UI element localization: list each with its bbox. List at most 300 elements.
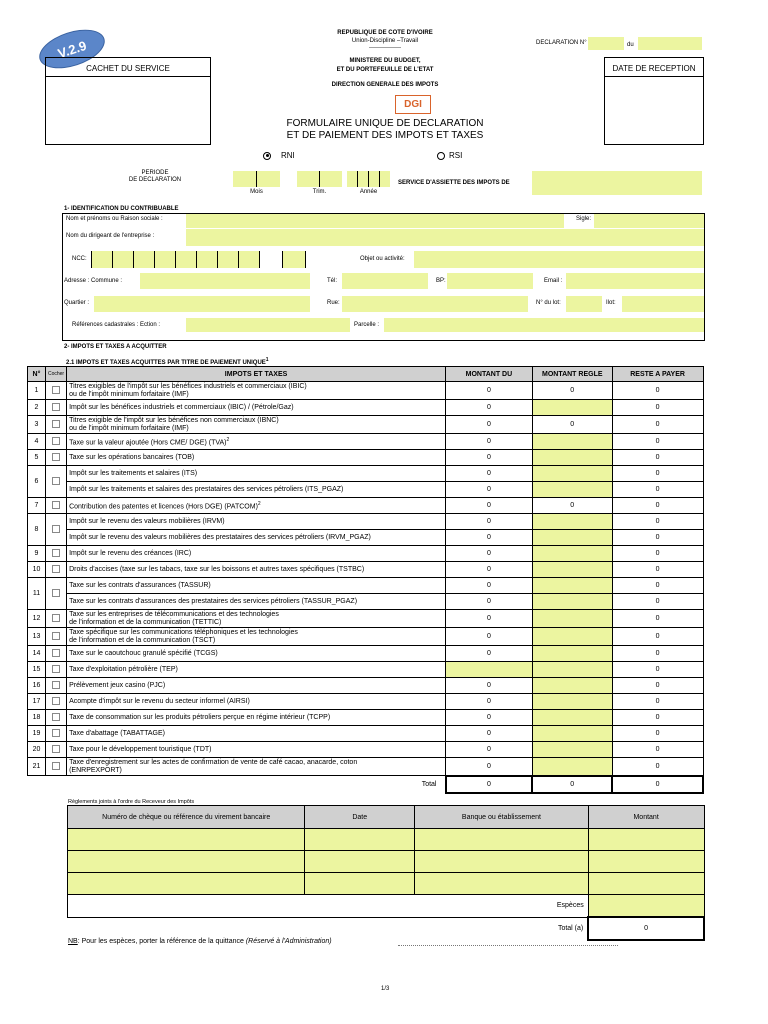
service-assiette-label: SERVICE D'ASSIETTE DES IMPOTS DE	[398, 180, 510, 186]
tax-label-line: Prélèvement jeux casino (PJC)	[69, 681, 166, 689]
montant-regle-cell[interactable]	[532, 758, 612, 776]
tax-label-line: Taxe sur les contrats d'assurances (TASSUR)	[69, 581, 211, 589]
reste-cell: 0	[612, 400, 703, 416]
ilot-label: Ilot:	[606, 300, 616, 306]
tax-label-line: Taxe d'enregistrement sur les actes de confirmation de vente de café cacao, anacarde, coton	[69, 758, 358, 766]
radio-rni-label: RNI	[281, 151, 295, 160]
row-number: 1	[28, 382, 46, 400]
checkbox-icon[interactable]	[52, 420, 60, 428]
ncc-digit-6[interactable]	[197, 251, 218, 268]
checkbox-cell[interactable]	[45, 514, 66, 546]
montant-du-cell[interactable]	[446, 662, 533, 678]
checkbox-icon[interactable]	[52, 589, 60, 597]
row-number: 19	[28, 726, 46, 742]
especes-row	[68, 895, 705, 918]
checkbox-icon[interactable]	[52, 649, 60, 657]
col-montant-regle: MONTANT REGLE	[532, 367, 612, 382]
du-label: du	[627, 42, 634, 48]
tax-label-cell	[67, 628, 446, 646]
tax-label-line: Acompte d'impôt sur le revenu du secteur informel (AIRSI)	[69, 697, 250, 705]
payment-table	[67, 805, 705, 941]
reglements-caption: Règlements joints à l'ordre du Receveur des Impôts	[68, 799, 195, 805]
montant-regle-cell[interactable]	[532, 546, 612, 562]
republic-title: REPUBLIQUE DE COTE D'IVOIRE	[337, 30, 433, 36]
checkbox-icon[interactable]	[52, 729, 60, 737]
motto: Union-Discipline –Travail	[351, 38, 419, 44]
impots-title: 2- IMPOTS ET TAXES A ACQUITTER	[64, 344, 167, 350]
montant-du-cell: 0	[446, 610, 533, 628]
checkbox-cell[interactable]	[45, 694, 66, 710]
cheque-cell[interactable]	[68, 829, 305, 851]
tax-label-line: Contribution des patentes et licences (Hors DGE) (PATCOM)$^2$	[69, 500, 261, 511]
version-label: V.2.9	[55, 37, 89, 61]
tax-label-line: de l'information et de la communication (TETTIC)	[69, 618, 222, 626]
especes-label: Espèces	[68, 895, 589, 918]
tax-row	[28, 466, 704, 482]
checkbox-cell[interactable]	[45, 646, 66, 662]
col-cocher: Cocher	[45, 367, 66, 382]
tax-label-line: Taxe spécifique sur les communications téléphoniques et les technologies	[69, 628, 298, 636]
parcelle-label: Parcelle :	[354, 322, 380, 328]
date-cell[interactable]	[305, 829, 415, 851]
montant-du-cell: 0	[446, 514, 533, 530]
row-number: 9	[28, 546, 46, 562]
form-title-1: FORMULAIRE UNIQUE DE DECLARATION	[286, 118, 484, 129]
trim-digit-1[interactable]	[297, 171, 320, 187]
mois-fields	[233, 171, 280, 187]
ilot-field[interactable]	[622, 296, 704, 312]
objet-label: Objet ou activité:	[360, 256, 405, 262]
nb-dotted-line[interactable]	[398, 945, 618, 946]
montant-du-cell: 0	[446, 546, 533, 562]
montant-du-cell: 0	[446, 498, 533, 514]
tax-row	[28, 416, 704, 434]
montant-du-cell: 0	[446, 742, 533, 758]
row-number: 10	[28, 562, 46, 578]
email-field[interactable]	[566, 273, 704, 289]
tax-table-header	[28, 367, 704, 382]
nom-label: Nom et prénoms ou Raison sociale :	[66, 216, 163, 222]
checkbox-icon[interactable]	[52, 525, 60, 533]
impots-subtitle-sup: 1	[265, 357, 269, 363]
radio-rsi[interactable]	[437, 151, 462, 160]
montant-regle-cell[interactable]	[532, 662, 612, 678]
row-number: 6	[28, 466, 46, 498]
tax-label-cell	[67, 546, 446, 562]
checkbox-icon[interactable]	[52, 386, 60, 394]
montant-du-cell: 0	[446, 416, 533, 434]
montant-regle-cell[interactable]	[532, 742, 612, 758]
montant-regle-cell: 0	[532, 416, 612, 434]
tax-label-line: Taxe d'abattage (TABATTAGE)	[69, 729, 165, 737]
tax-label-cell	[67, 530, 446, 546]
row-number: 2	[28, 400, 46, 416]
tax-label-line: Taxe sur les opérations bancaires (TOB)	[69, 453, 195, 461]
tel-field[interactable]	[342, 273, 428, 289]
ministry-line-1: MINISTERE DU BUDGET,	[349, 58, 421, 64]
col-reste: RESTE A PAYER	[612, 367, 703, 382]
checkbox-cell[interactable]	[45, 710, 66, 726]
montant-du-cell: 0	[446, 628, 533, 646]
reste-cell: 0	[612, 726, 703, 742]
motto-separator: ----------------	[369, 45, 401, 51]
tax-label-cell	[67, 726, 446, 742]
commune-field[interactable]	[140, 273, 310, 289]
tax-row	[28, 694, 704, 710]
sigle-field[interactable]	[594, 214, 704, 228]
tax-row	[28, 578, 704, 594]
cachet-box	[45, 57, 211, 145]
col-no: N°	[28, 367, 46, 382]
montant-du-cell: 0	[446, 466, 533, 482]
ncc-digit-2[interactable]	[113, 251, 134, 268]
row-number: 13	[28, 628, 46, 646]
tax-total-row	[28, 776, 704, 794]
montant-du-cell: 0	[446, 530, 533, 546]
tax-label-cell	[67, 578, 446, 594]
montant-du-cell: 0	[446, 710, 533, 726]
checkbox-cell[interactable]	[45, 498, 66, 514]
lot-field[interactable]	[566, 296, 602, 312]
cheque-cell[interactable]	[68, 873, 305, 895]
checkbox-cell[interactable]	[45, 662, 66, 678]
impots-subtitle	[66, 357, 269, 366]
row-number: 4	[28, 434, 46, 450]
montant-regle-cell[interactable]	[532, 646, 612, 662]
bp-field[interactable]	[447, 273, 533, 289]
ncc-digit-5[interactable]	[176, 251, 197, 268]
tax-row	[28, 628, 704, 646]
cadastre-label: Références cadastrales : Ection :	[72, 322, 161, 328]
row-number: 8	[28, 514, 46, 546]
checkbox-icon[interactable]	[52, 713, 60, 721]
especes-field[interactable]	[588, 895, 704, 918]
checkbox-cell[interactable]	[45, 466, 66, 498]
tax-row	[28, 498, 704, 514]
declaration-no-label: DECLARATION N°	[536, 40, 587, 46]
trim-label: Trim.	[312, 189, 327, 195]
col-montant-du: MONTANT DU	[446, 367, 533, 382]
reste-cell: 0	[612, 530, 703, 546]
reste-cell: 0	[612, 514, 703, 530]
tax-label-line: Taxe d'exploitation pétrolière (TEP)	[69, 665, 178, 673]
radio-rsi-label: RSI	[449, 151, 463, 160]
montant-regle-cell[interactable]	[532, 434, 612, 450]
tax-label-line: Taxe sur les contrats d'assurances des prestataires des services pétroliers (TASSUR_PGAZ)	[69, 597, 358, 605]
tax-label-line: Titres exigible de l'impôt sur les bénéfices non commerciaux (IBNC)	[69, 416, 279, 424]
montant-regle-cell[interactable]	[532, 726, 612, 742]
checkbox-icon[interactable]	[52, 437, 60, 445]
mois-digit-2[interactable]	[257, 171, 280, 187]
tax-label-cell	[67, 710, 446, 726]
montant-du-cell: 0	[446, 434, 533, 450]
total-du: 0	[446, 776, 533, 794]
radio-rni[interactable]	[263, 151, 295, 160]
checkbox-icon[interactable]	[52, 477, 60, 485]
reception-label: DATE DE RECEPTION	[612, 64, 696, 73]
payment-row	[68, 851, 705, 873]
tax-label-line: Taxe sur le caoutchouc granulé spécifié (TCGS)	[69, 649, 218, 657]
tax-label-line: Taxe de consommation sur les produits pétroliers perçue en régime intérieur (TCPP)	[69, 713, 331, 721]
montant-du-cell: 0	[446, 758, 533, 776]
payment-total-label: Total (a)	[557, 925, 584, 933]
row-number: 17	[28, 694, 46, 710]
montant-regle-cell[interactable]	[532, 610, 612, 628]
tax-label-cell	[67, 466, 446, 482]
bp-label: BP:	[436, 278, 446, 284]
checkbox-icon[interactable]	[52, 665, 60, 673]
montant-du-cell: 0	[446, 382, 533, 400]
ncc-digit-8[interactable]	[239, 251, 260, 268]
ection-field[interactable]	[186, 318, 350, 332]
payment-total-value: 0	[588, 917, 704, 940]
checkbox-icon[interactable]	[52, 697, 60, 705]
tax-label-line: Impôt sur les traitements et salaires des prestataires des services pétroliers (ITS_PGAZ)	[69, 485, 344, 493]
quartier-field[interactable]	[94, 296, 310, 312]
reste-cell: 0	[612, 498, 703, 514]
checkbox-cell[interactable]	[45, 450, 66, 466]
checkbox-cell[interactable]	[45, 400, 66, 416]
col-impots: IMPOTS ET TAXES	[67, 367, 446, 382]
service-assiette-field[interactable]	[532, 171, 702, 195]
checkbox-icon[interactable]	[52, 565, 60, 573]
montant-du-cell: 0	[446, 726, 533, 742]
tax-label-cell	[67, 742, 446, 758]
row-number: 12	[28, 610, 46, 628]
checkbox-icon[interactable]	[52, 681, 60, 689]
reste-cell: 0	[612, 578, 703, 594]
tax-row	[28, 610, 704, 628]
payment-total-row	[68, 917, 705, 940]
col-banque: Banque ou établissement	[415, 806, 589, 829]
reste-cell: 0	[612, 610, 703, 628]
montant-regle-cell[interactable]	[532, 530, 612, 546]
reste-cell: 0	[612, 628, 703, 646]
montant-regle-cell: 0	[532, 382, 612, 400]
identification-title: 1- IDENTIFICATION DU CONTRIBUABLE	[64, 206, 179, 212]
tax-label-cell	[67, 594, 446, 610]
tel-label: Tél:	[327, 278, 338, 284]
tax-label-cell	[67, 646, 446, 662]
montant-regle-cell[interactable]	[532, 594, 612, 610]
row-number: 3	[28, 416, 46, 434]
checkbox-cell[interactable]	[45, 434, 66, 450]
montant-cell[interactable]	[588, 829, 704, 851]
declaration-no-field[interactable]	[588, 37, 624, 50]
montant-cell[interactable]	[588, 851, 704, 873]
checkbox-icon[interactable]	[52, 632, 60, 640]
parcelle-field[interactable]	[384, 318, 704, 332]
tax-label-cell	[67, 678, 446, 694]
date-cell[interactable]	[305, 873, 415, 895]
row-number: 15	[28, 662, 46, 678]
banque-cell[interactable]	[415, 873, 589, 895]
tax-label-cell	[67, 610, 446, 628]
nb-note	[68, 938, 332, 945]
reste-cell: 0	[612, 466, 703, 482]
reste-cell: 0	[612, 646, 703, 662]
tax-label-cell	[67, 758, 446, 776]
checkbox-cell[interactable]	[45, 578, 66, 610]
mois-digit-1[interactable]	[233, 171, 257, 187]
tax-row	[28, 530, 704, 546]
checkbox-cell[interactable]	[45, 628, 66, 646]
reste-cell: 0	[612, 758, 703, 776]
montant-regle-cell[interactable]	[532, 694, 612, 710]
tax-label-line: Taxe pour le développement touristique (TDT)	[69, 745, 212, 753]
reste-cell: 0	[612, 710, 703, 726]
checkbox-icon[interactable]	[52, 403, 60, 411]
ncc-digit-7[interactable]	[218, 251, 239, 268]
dgi-logo-text: DGI	[404, 99, 422, 110]
checkbox-cell[interactable]	[45, 678, 66, 694]
direction: DIRECTION GENERALE DES IMPOTS	[331, 82, 439, 88]
tax-label-line: Impôt sur le revenu des valeurs mobilières (IRVM)	[69, 517, 225, 525]
tax-row	[28, 514, 704, 530]
montant-du-cell: 0	[446, 694, 533, 710]
tax-label-line: Impôt sur le revenu des créances (IRC)	[69, 549, 192, 557]
ncc-digit-1[interactable]	[91, 251, 113, 268]
checkbox-cell[interactable]	[45, 758, 66, 776]
cheque-cell[interactable]	[68, 851, 305, 873]
checkbox-icon[interactable]	[52, 453, 60, 461]
tax-label-line: Titres exigibles de l'impôt sur les bénéfices industriels et commerciaux (IBIC)	[69, 382, 307, 390]
objet-field[interactable]	[414, 251, 704, 268]
montant-du-cell: 0	[446, 400, 533, 416]
reste-cell: 0	[612, 562, 703, 578]
tax-label-cell	[67, 382, 446, 400]
checkbox-icon[interactable]	[52, 549, 60, 557]
montant-cell[interactable]	[588, 873, 704, 895]
ncc-digit-3[interactable]	[134, 251, 155, 268]
montant-du-cell: 0	[446, 562, 533, 578]
col-montant: Montant	[588, 806, 704, 829]
trim-digit-2[interactable]	[320, 171, 342, 187]
nom-field[interactable]	[186, 214, 564, 228]
tax-row	[28, 434, 704, 450]
tax-label-cell	[67, 694, 446, 710]
sigle-label: Sigle:	[576, 216, 592, 222]
montant-du-cell: 0	[446, 678, 533, 694]
reste-cell: 0	[612, 482, 703, 498]
montant-regle-cell[interactable]	[532, 400, 612, 416]
checkbox-cell[interactable]	[45, 416, 66, 434]
impots-subtitle-text: 2.1 IMPOTS ET TAXES ACQUITTES PAR TITRE DE PAIEMENT UNIQUE	[66, 360, 266, 366]
payment-row	[68, 829, 705, 851]
dirigeant-field[interactable]	[186, 229, 704, 246]
lot-label: N° du lot:	[536, 300, 561, 306]
tax-row	[28, 482, 704, 498]
montant-regle-cell[interactable]	[532, 678, 612, 694]
checkbox-icon[interactable]	[52, 745, 60, 753]
annee-digit-2[interactable]	[358, 171, 369, 187]
rue-field[interactable]	[342, 296, 528, 312]
montant-regle-cell[interactable]	[532, 628, 612, 646]
checkbox-cell[interactable]	[45, 610, 66, 628]
tax-label-line: Taxe sur la valeur ajoutée (Hors CME/ DGE) (TVA)$^2$	[69, 436, 230, 447]
tax-label-line: (ENRPEXPORT)	[69, 766, 122, 774]
reste-cell: 0	[612, 594, 703, 610]
tax-row	[28, 758, 704, 776]
tax-label-line: de l'information et de la communication (TSCT)	[69, 636, 216, 644]
checkbox-cell[interactable]	[45, 382, 66, 400]
ncc-digit-4[interactable]	[155, 251, 176, 268]
tax-row	[28, 594, 704, 610]
tax-row	[28, 710, 704, 726]
checkbox-cell[interactable]	[45, 742, 66, 758]
checkbox-cell[interactable]	[45, 562, 66, 578]
row-number: 18	[28, 710, 46, 726]
mois-label: Mois	[250, 189, 263, 195]
row-number: 14	[28, 646, 46, 662]
annee-digit-4[interactable]	[380, 171, 390, 187]
tax-label-cell	[67, 498, 446, 514]
total-label: Total	[421, 781, 437, 788]
col-cheque: Numéro de chèque ou référence du virement bancaire	[68, 806, 305, 829]
ncc-fields	[91, 251, 260, 268]
reste-cell: 0	[612, 742, 703, 758]
rue-label: Rue:	[327, 300, 340, 306]
trim-fields	[297, 171, 342, 187]
montant-regle-cell: 0	[532, 498, 612, 514]
montant-du-cell: 0	[446, 646, 533, 662]
tax-label-line: Droits d'accises (taxe sur les tabacs, taxe sur les boissons et autres taxes spécifiques (TSTBC)	[69, 565, 365, 573]
checkbox-icon[interactable]	[52, 501, 60, 509]
annee-digit-3[interactable]	[369, 171, 380, 187]
total-reste: 0	[612, 776, 703, 794]
annee-digit-1[interactable]	[347, 171, 358, 187]
date-cell[interactable]	[305, 851, 415, 873]
quartier-label: Quartier :	[64, 300, 90, 306]
banque-cell[interactable]	[415, 829, 589, 851]
ministry-line-2: ET DU PORTEFEUILLE DE L'ETAT	[336, 67, 434, 73]
ncc-key-field[interactable]	[282, 251, 306, 268]
checkbox-icon[interactable]	[52, 614, 60, 622]
form-title-2: ET DE PAIEMENT DES IMPOTS ET TAXES	[286, 130, 484, 141]
montant-regle-cell[interactable]	[532, 562, 612, 578]
montant-du-cell: 0	[446, 482, 533, 498]
reste-cell: 0	[612, 382, 703, 400]
reste-cell: 0	[612, 416, 703, 434]
tax-label-line: Taxe sur les entreprises de télécommunications et des technologies	[69, 610, 279, 618]
montant-regle-cell[interactable]	[532, 578, 612, 594]
row-number: 16	[28, 678, 46, 694]
tax-row	[28, 678, 704, 694]
adresse-label: Adresse : Commune :	[64, 278, 123, 284]
tax-row	[28, 726, 704, 742]
checkbox-cell[interactable]	[45, 726, 66, 742]
radio-rsi-icon	[437, 152, 445, 160]
tax-row	[28, 400, 704, 416]
dirigeant-label: Nom du dirigeant de l'entreprise :	[66, 233, 155, 239]
total-regle: 0	[532, 776, 612, 794]
montant-regle-cell[interactable]	[532, 514, 612, 530]
payment-row	[68, 873, 705, 895]
annee-label: Année	[359, 189, 378, 195]
declaration-date-field[interactable]	[638, 37, 702, 50]
ncc-label: NCC:	[72, 256, 87, 262]
banque-cell[interactable]	[415, 851, 589, 873]
checkbox-cell[interactable]	[45, 546, 66, 562]
tax-label-cell	[67, 514, 446, 530]
montant-regle-cell[interactable]	[532, 466, 612, 482]
nb-label: NB	[68, 938, 78, 945]
montant-regle-cell[interactable]	[532, 450, 612, 466]
reste-cell: 0	[612, 546, 703, 562]
montant-regle-cell[interactable]	[532, 482, 612, 498]
montant-regle-cell[interactable]	[532, 710, 612, 726]
checkbox-icon[interactable]	[52, 762, 60, 770]
